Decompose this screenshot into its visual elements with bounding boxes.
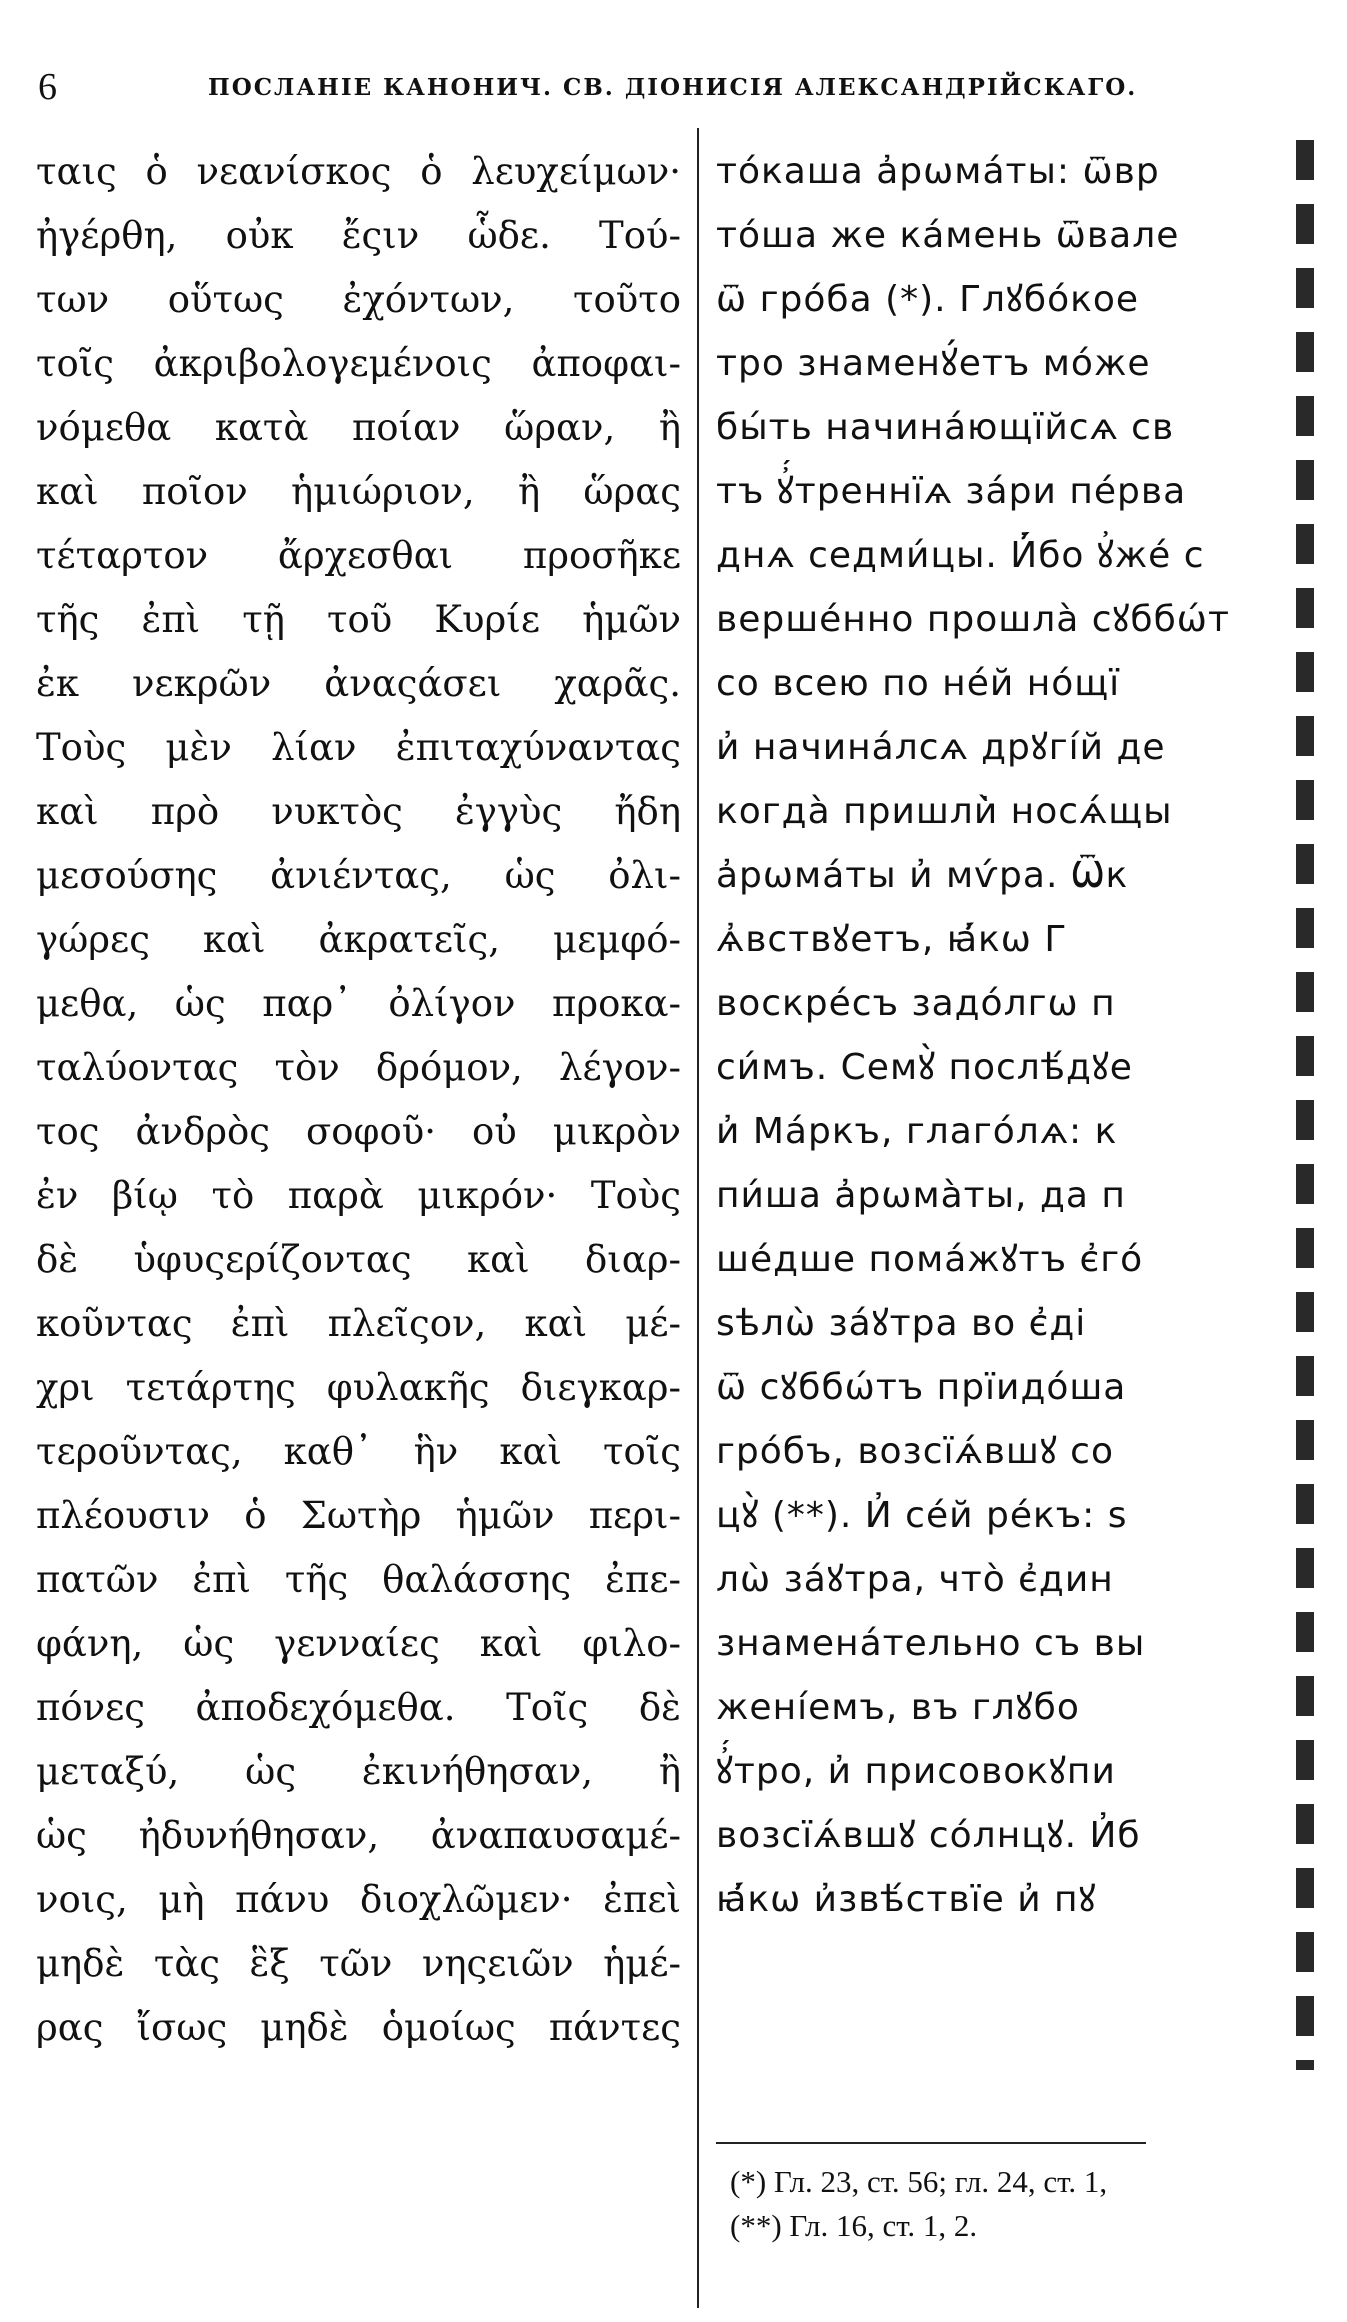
slavonic-line: верше́нно прошла̀ сꙋббѡ́т <box>716 599 1230 640</box>
slavonic-line: тъ ꙋ҆́треннїѧ за́ри пе́рва <box>716 471 1187 512</box>
greek-line: χρι τετάρτης φυλακῆς διεγκαρ- <box>36 1366 681 1409</box>
greek-line: φάνη, ὡς γενναίες καὶ φιλο- <box>36 1622 681 1665</box>
slavonic-line: со всею по не́й но́щї <box>716 663 1121 704</box>
slavonic-line: ше́дше пома́жꙋтъ є҆го́ <box>716 1239 1144 1280</box>
greek-line: μεσούσης ἀνιέντας, ὡς ὀλι- <box>36 854 681 897</box>
slavonic-line: пи́ша а҆рѡма̀ты, да п <box>716 1175 1126 1216</box>
greek-line: καὶ ποῖον ἡμιώριον, ἢ ὥρας <box>36 470 681 513</box>
greek-line: ἐν βίῳ τὸ παρὰ μικρόν· Τοὺς <box>36 1174 681 1217</box>
greek-line: νοις, μὴ πάνυ διοχλῶμεν· ἐπεὶ <box>36 1878 681 1921</box>
greek-line: ὡς ἠδυνήθησαν, ἀναπαυσαμέ- <box>36 1814 681 1857</box>
slavonic-line: си́мъ. Семꙋ̀ послѣ́дꙋе <box>716 1047 1133 1088</box>
slavonic-line: лѡ̀ за́ꙋтра, что̀ є҆дин <box>716 1559 1114 1600</box>
greek-line: πατῶν ἐπὶ τῆς θαλάσσης ἐπε- <box>36 1558 681 1601</box>
greek-line: μεταξύ, ὡς ἐκινήθησαν, ἢ <box>36 1750 681 1793</box>
slavonic-line: жені́емъ, въ глꙋбо <box>716 1687 1080 1728</box>
greek-line: καὶ πρὸ νυκτὸς ἐγγὺς ἤδη <box>36 790 681 833</box>
footnote: (**) Гл. 16, ст. 1, 2. <box>730 2208 978 2243</box>
slavonic-line: тро знаменꙋ́етъ мо́же <box>716 343 1151 384</box>
slavonic-line: ѿ сꙋббѡ́тъ прїидо́ша <box>716 1367 1127 1408</box>
slavonic-line: бы́ть начина́ющїйсѧ св <box>716 407 1175 448</box>
scan-edge-shadow <box>1296 140 1314 2070</box>
slavonic-line: и҆ Ма́ркъ, глаго́лѧ: к <box>716 1111 1118 1152</box>
church-slavonic-column <box>716 140 1316 1932</box>
page-header <box>38 62 1287 112</box>
slavonic-line: когда̀ пришли̇̀ носѧ́щы <box>716 791 1173 832</box>
footnote: (*) Гл. 23, ст. 56; гл. 24, ст. 1, <box>730 2164 1108 2199</box>
slavonic-line: знамена́тельно съ вы <box>716 1623 1146 1664</box>
slavonic-line: ѕѣлѡ̀ за́ꙋтра во є҆ді <box>716 1303 1087 1344</box>
greek-line: ταλύοντας τὸν δρόμον, λέγον- <box>36 1046 681 1089</box>
slavonic-line: цꙋ̀ (**). И҆ се́й ре́къ: ѕ <box>716 1495 1128 1536</box>
slavonic-line: ѿ гро́ба (*). Глꙋбо́кое <box>716 279 1140 320</box>
greek-line: τεροῦντας, καθ᾿ ἣν καὶ τοῖς <box>36 1430 681 1473</box>
greek-line: γώρες καὶ ἀκρατεῖς, μεμφό- <box>36 918 681 961</box>
slavonic-line: то́ша же ка́мень ѿвале <box>716 215 1180 256</box>
greek-line: ρας ἴσως μηδὲ ὁμοίως πάντες <box>36 2006 681 2049</box>
greek-line: πλέουσιν ὁ Σωτὴρ ἡμῶν περι- <box>36 1494 681 1537</box>
greek-line: μεθα, ὡς παρ᾿ ὀλίγον προκα- <box>36 982 681 1025</box>
greek-line: των οὕτως ἐχόντων, τοῦτο <box>36 278 681 321</box>
page-number: 6 <box>38 66 57 108</box>
greek-line: κοῦντας ἐπὶ πλεῖςον, καὶ μέ- <box>36 1302 681 1345</box>
greek-line: ἠγέρθη, οὐκ ἔςιν ὧδε. Τού- <box>36 214 681 257</box>
slavonic-line: гро́бъ, возсїѧ́вшꙋ со <box>716 1431 1114 1472</box>
greek-line: δὲ ὑφυςερίζοντας καὶ διαρ- <box>36 1238 681 1281</box>
slavonic-line: ꙋ҆́тро, и҆ присовокꙋпи <box>716 1751 1116 1792</box>
footnote-rule <box>716 2142 1146 2144</box>
greek-line: ἐκ νεκρῶν ἀναςάσει χαρᾶς. <box>36 662 681 705</box>
greek-line: Τοὺς μὲν λίαν ἐπιταχύναντας <box>36 726 681 769</box>
greek-line: νόμεθα κατὰ ποίαν ὥραν, ἢ <box>36 406 681 449</box>
greek-line: τῆς ἐπὶ τῇ τοῦ Κυρίε ἡμῶν <box>36 598 681 641</box>
slavonic-line: ꙗ҆́кѡ и҆звѣ́ствїе и҆ пꙋ <box>716 1879 1097 1920</box>
greek-line: πόνες ἀποδεχόμεθα. Τοῖς δὲ <box>36 1686 681 1729</box>
greek-line: ταις ὁ νεανίσκος ὁ λευχείμων· <box>36 150 681 193</box>
greek-line: μηδὲ τὰς ἓξ τῶν νηςειῶν ἡμέ- <box>36 1942 681 1985</box>
slavonic-line: а҆рѡма́ты и҆ мѵ́ра. Ѿк <box>716 855 1129 896</box>
slavonic-line: возсїѧ́вшꙋ со́лнцꙋ. И҆б <box>716 1815 1141 1856</box>
running-head: ПОСЛАНІЕ КАНОНИЧ. СВ. ДІОНИСІЯ АЛЕКСАНДРІЙСКАГО. <box>208 73 1138 101</box>
greek-line: τέταρτον ἄρχεσθαι προσῆκε <box>36 534 681 577</box>
slavonic-line: ѧ҆вствꙋетъ, ꙗ҆́кѡ Г <box>716 919 1068 960</box>
greek-line: τοῖς ἀκριβολογεμένοις ἀποφαι- <box>36 342 681 385</box>
slavonic-line: и҆ начина́лсѧ дрꙋгі́й де <box>716 727 1166 768</box>
slavonic-line: днѧ седми́цы. И҆́бо ꙋ҆же́ с <box>716 535 1205 576</box>
slavonic-line: то́каша а҆рѡма́ты: ѿвр <box>716 151 1160 192</box>
greek-line: τος ἀνδρὸς σοφοῦ· οὐ μικρὸν <box>36 1110 681 1153</box>
greek-column <box>36 140 681 2060</box>
column-divider <box>697 128 699 2308</box>
slavonic-line: воскре́съ задо́лгѡ п <box>716 983 1116 1024</box>
footnotes <box>730 2160 1310 2248</box>
